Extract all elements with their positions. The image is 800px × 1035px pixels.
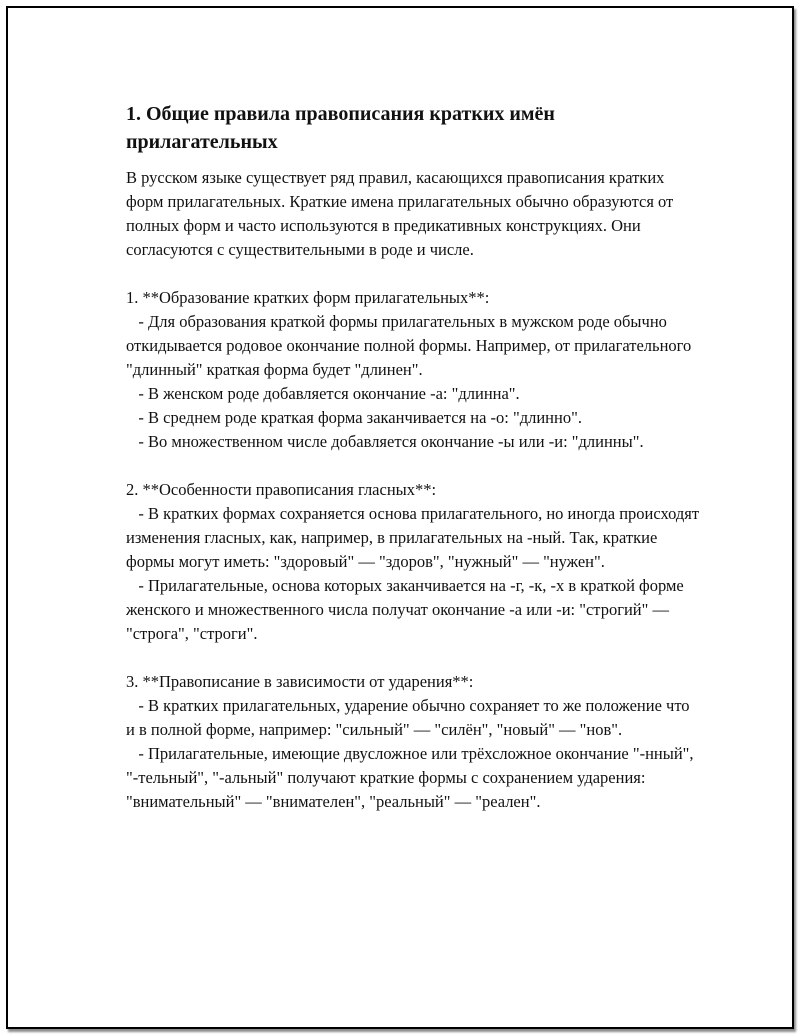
list-item: - Для образования краткой формы прилагательных в мужском роде обычно откидывается родовое окончание полной формы. Например, от прилагательного "длинный" краткая форма будет "длинен". — [126, 312, 696, 379]
list-item: - Во множественном числе добавляется окончание -ы или -и: "длинны". — [126, 432, 644, 451]
list-item: - Прилагательные, основа которых заканчивается на -г, -к, -х в краткой форме женского и множественного числа получат окончание -а или -и: "строгий" — "строга", "строги". — [126, 576, 688, 643]
list-item: - В кратких прилагательных, ударение обычно сохраняет то же положение что и в полной форме, например: "сильный" — "силён", "новый" — "нов". — [126, 696, 694, 739]
page-frame — [6, 6, 794, 1029]
section-heading: 3. **Правописание в зависимости от ударения**: — [126, 672, 474, 691]
document-title: 1. Общие правила правописания кратких имён прилагательных — [126, 103, 555, 153]
list-item: - В среднем роде краткая форма заканчивается на -о: "длинно". — [126, 408, 582, 427]
list-item: - Прилагательные, имеющие двусложное или трёхсложное окончание "-нный", "-тельный", "-альный" получают краткие формы с сохранением ударения: "внимательный" — "внимателен", "реальный" — "реален". — [126, 744, 698, 811]
list-item: - В кратких формах сохраняется основа прилагательного, но иногда происходят изменения гласных, как, например, в прилагательных на -ный. Так, краткие формы могут иметь: "здоровый" — "здоров", "нужный" — "нужен". — [126, 504, 704, 571]
list-item: - В женском роде добавляется окончание -а: "длинна". — [126, 384, 520, 403]
section-stress — [126, 670, 701, 814]
section-heading: 1. **Образование кратких форм прилагательных**: — [126, 288, 490, 307]
section-vowels — [126, 478, 704, 646]
intro-paragraph: В русском языке существует ряд правил, касающихся правописания кратких форм прилагательных. Краткие имена прилагательных обычно образуются от полных форм и часто используются в предикативных конструкциях. Они согласуются с существительными в роде и числе. — [126, 168, 674, 259]
document-body — [126, 100, 704, 814]
section-formation — [126, 286, 701, 454]
section-heading: 2. **Особенности правописания гласных**: — [126, 480, 437, 499]
